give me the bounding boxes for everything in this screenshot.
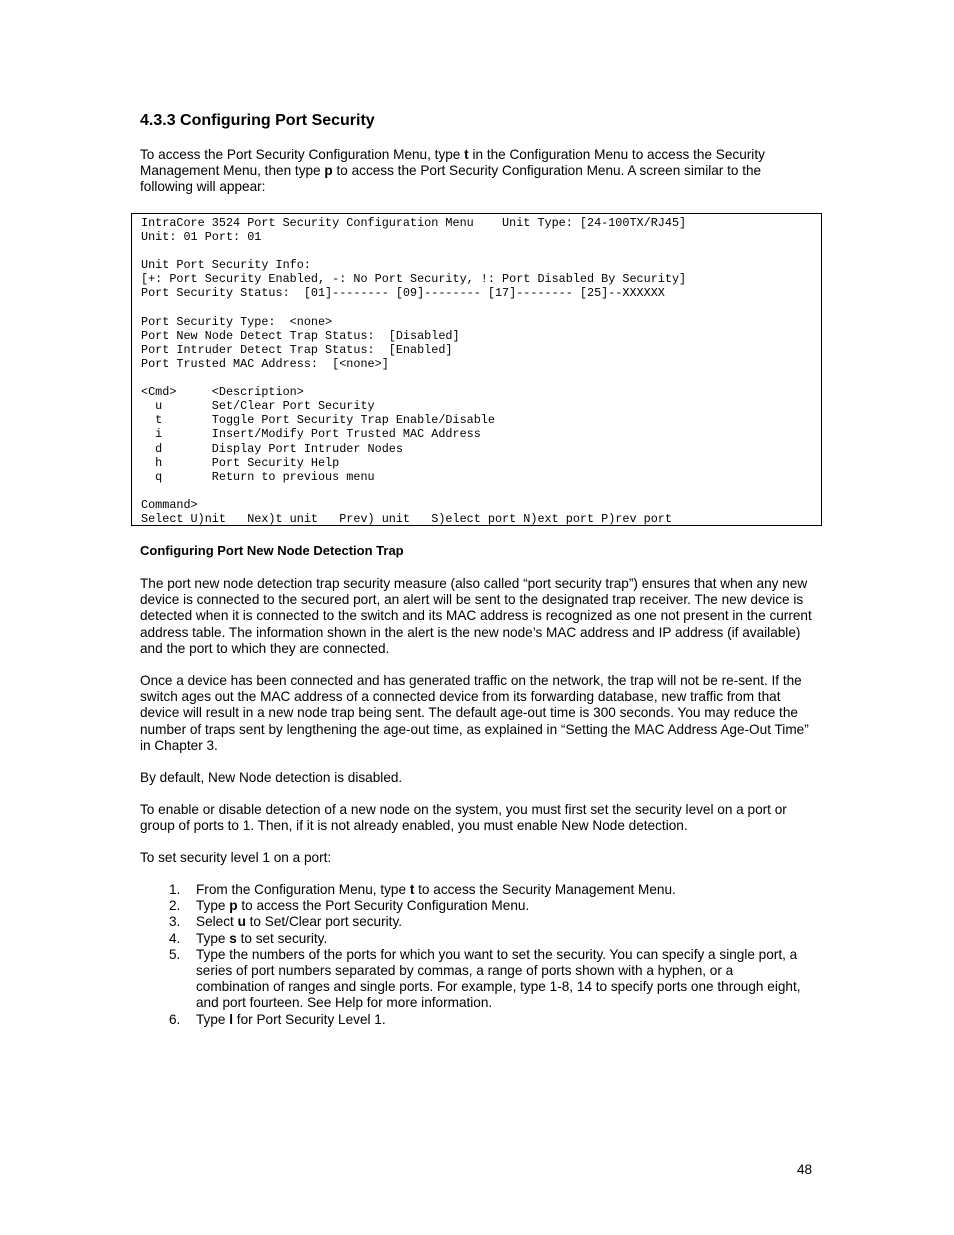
terminal-line: Unit Port Security Info: bbox=[141, 258, 311, 273]
step-number: 5. bbox=[169, 946, 181, 962]
terminal-line bbox=[141, 244, 821, 258]
step-number: 1. bbox=[169, 882, 181, 897]
step-key: p bbox=[229, 898, 238, 914]
terminal-line: Port Intruder Detect Trap Status: [Enabled] bbox=[141, 342, 453, 357]
intro-text-2: in the Configuration Menu to access the Security Management Menu, then type bbox=[140, 147, 765, 179]
step-text: for Port Security Level 1. bbox=[233, 1011, 386, 1027]
list-item bbox=[140, 931, 810, 947]
intro-paragraph bbox=[140, 147, 812, 196]
terminal-line: IntraCore 3524 Port Security Configuration Menu Unit Type: [24-100TX/RJ45] bbox=[141, 216, 687, 230]
step-key: t bbox=[409, 882, 415, 897]
intro-key-t: t bbox=[464, 147, 469, 162]
intro-text-1: To access the Port Security Configuration Menu, type bbox=[140, 147, 465, 162]
step-text: Select bbox=[196, 914, 238, 930]
terminal-line: <Cmd> <Description> bbox=[141, 385, 304, 400]
terminal-line: Unit: 01 Port: 01 bbox=[141, 230, 262, 245]
terminal-line: u Set/Clear Port Security bbox=[141, 399, 375, 414]
step-key: u bbox=[237, 914, 246, 930]
section-title: 4.3.3 Configuring Port Security bbox=[140, 112, 375, 129]
terminal-line bbox=[141, 371, 821, 385]
list-item bbox=[140, 898, 810, 914]
step-key: l bbox=[229, 1011, 234, 1027]
step-number: 6. bbox=[169, 1011, 181, 1027]
list-item bbox=[140, 882, 810, 898]
terminal-line: Port Security Status: [01]-------- [09]-------- [17]-------- [25]--XXXXXX bbox=[141, 286, 665, 301]
intro-text-3: to access the Port Security Configuration Menu. A screen similar to the following will appear: bbox=[140, 163, 762, 195]
terminal-line: h Port Security Help bbox=[141, 455, 340, 470]
list-item bbox=[140, 1012, 810, 1028]
step-text: to Set/Clear port security. bbox=[245, 914, 403, 930]
list-item bbox=[140, 914, 810, 930]
terminal-line: Port New Node Detect Trap Status: [Disabled] bbox=[141, 328, 460, 343]
step-text: Type bbox=[196, 930, 230, 946]
step-text: Type bbox=[196, 898, 230, 914]
terminal-line: i Insert/Modify Port Trusted MAC Address bbox=[141, 427, 481, 442]
terminal-line: Port Trusted MAC Address: [<none>] bbox=[141, 356, 389, 371]
step-number: 4. bbox=[169, 930, 181, 946]
paragraph-trap-description: The port new node detection trap security measure (also called “port security trap”) ensures that when any new device is connected to the secured port, an alert will be sent to the designated trap receiver. The new device is detected when it is connected to the switch and its MAC address is recognized as one not present in the current address table. The information shown in the alert is the new node’s MAC address and IP address (if available) and the port to which they are connected. bbox=[140, 576, 812, 656]
terminal-line: q Return to previous menu bbox=[141, 469, 375, 484]
step-text: to access the Port Security Configuration Menu. bbox=[237, 898, 530, 914]
steps-list bbox=[140, 882, 824, 1028]
paragraph-default: By default, New Node detection is disabled. bbox=[140, 770, 403, 785]
step-text: Type the numbers of the ports for which you want to set the security. You can specify a single port, a series of port numbers separated by commas, a range of ports shown with a hyphen, or a combination of ranges and single ports. For example, type 1-8, 14 to specify ports one through eight, and port fourteen. See Help for more information. bbox=[196, 946, 801, 1011]
step-text: to set security. bbox=[236, 930, 328, 946]
page-number: 48 bbox=[797, 1162, 813, 1177]
paragraph-age-out: Once a device has been connected and has generated traffic on the network, the trap will not be re-sent. If the switch ages out the MAC address of a connected device from its forwarding database, new traffic from that device will result in a new node trap being sent. The default age-out time is 300 seconds. You may reduce the number of traps sent by lengthening the age-out time, as explained in “Setting the MAC Address Age-Out Time” in Chapter 3. bbox=[140, 673, 809, 753]
paragraph-enable: To enable or disable detection of a new node on the system, you must first set the security level on a port or group of ports to 1. Then, if it is not already enabled, you must enable New Node detection. bbox=[140, 802, 787, 834]
paragraph-steps-intro: To set security level 1 on a port: bbox=[140, 850, 332, 865]
step-text: Type bbox=[196, 1011, 230, 1027]
step-key: s bbox=[229, 930, 237, 946]
list-item bbox=[140, 947, 810, 1012]
terminal-line bbox=[141, 484, 821, 498]
step-text: to access the Security Management Menu. bbox=[414, 882, 676, 897]
step-number: 2. bbox=[169, 898, 181, 914]
terminal-line: Select U)nit Nex)t unit Prev) unit S)elect port N)ext port P)rev port bbox=[141, 511, 672, 526]
terminal-screen bbox=[131, 213, 822, 526]
terminal-line bbox=[141, 301, 821, 315]
terminal-line: Command> bbox=[141, 497, 198, 512]
terminal-line: d Display Port Intruder Nodes bbox=[141, 441, 403, 456]
terminal-line: Port Security Type: <none> bbox=[141, 314, 333, 329]
terminal-line: [+: Port Security Enabled, -: No Port Security, !: Port Disabled By Security] bbox=[141, 272, 687, 287]
terminal-line: t Toggle Port Security Trap Enable/Disable bbox=[141, 413, 495, 428]
subsection-heading: Configuring Port New Node Detection Trap bbox=[140, 543, 404, 558]
step-text: From the Configuration Menu, type bbox=[196, 882, 410, 897]
intro-key-p: p bbox=[324, 163, 333, 179]
step-number: 3. bbox=[169, 914, 181, 930]
